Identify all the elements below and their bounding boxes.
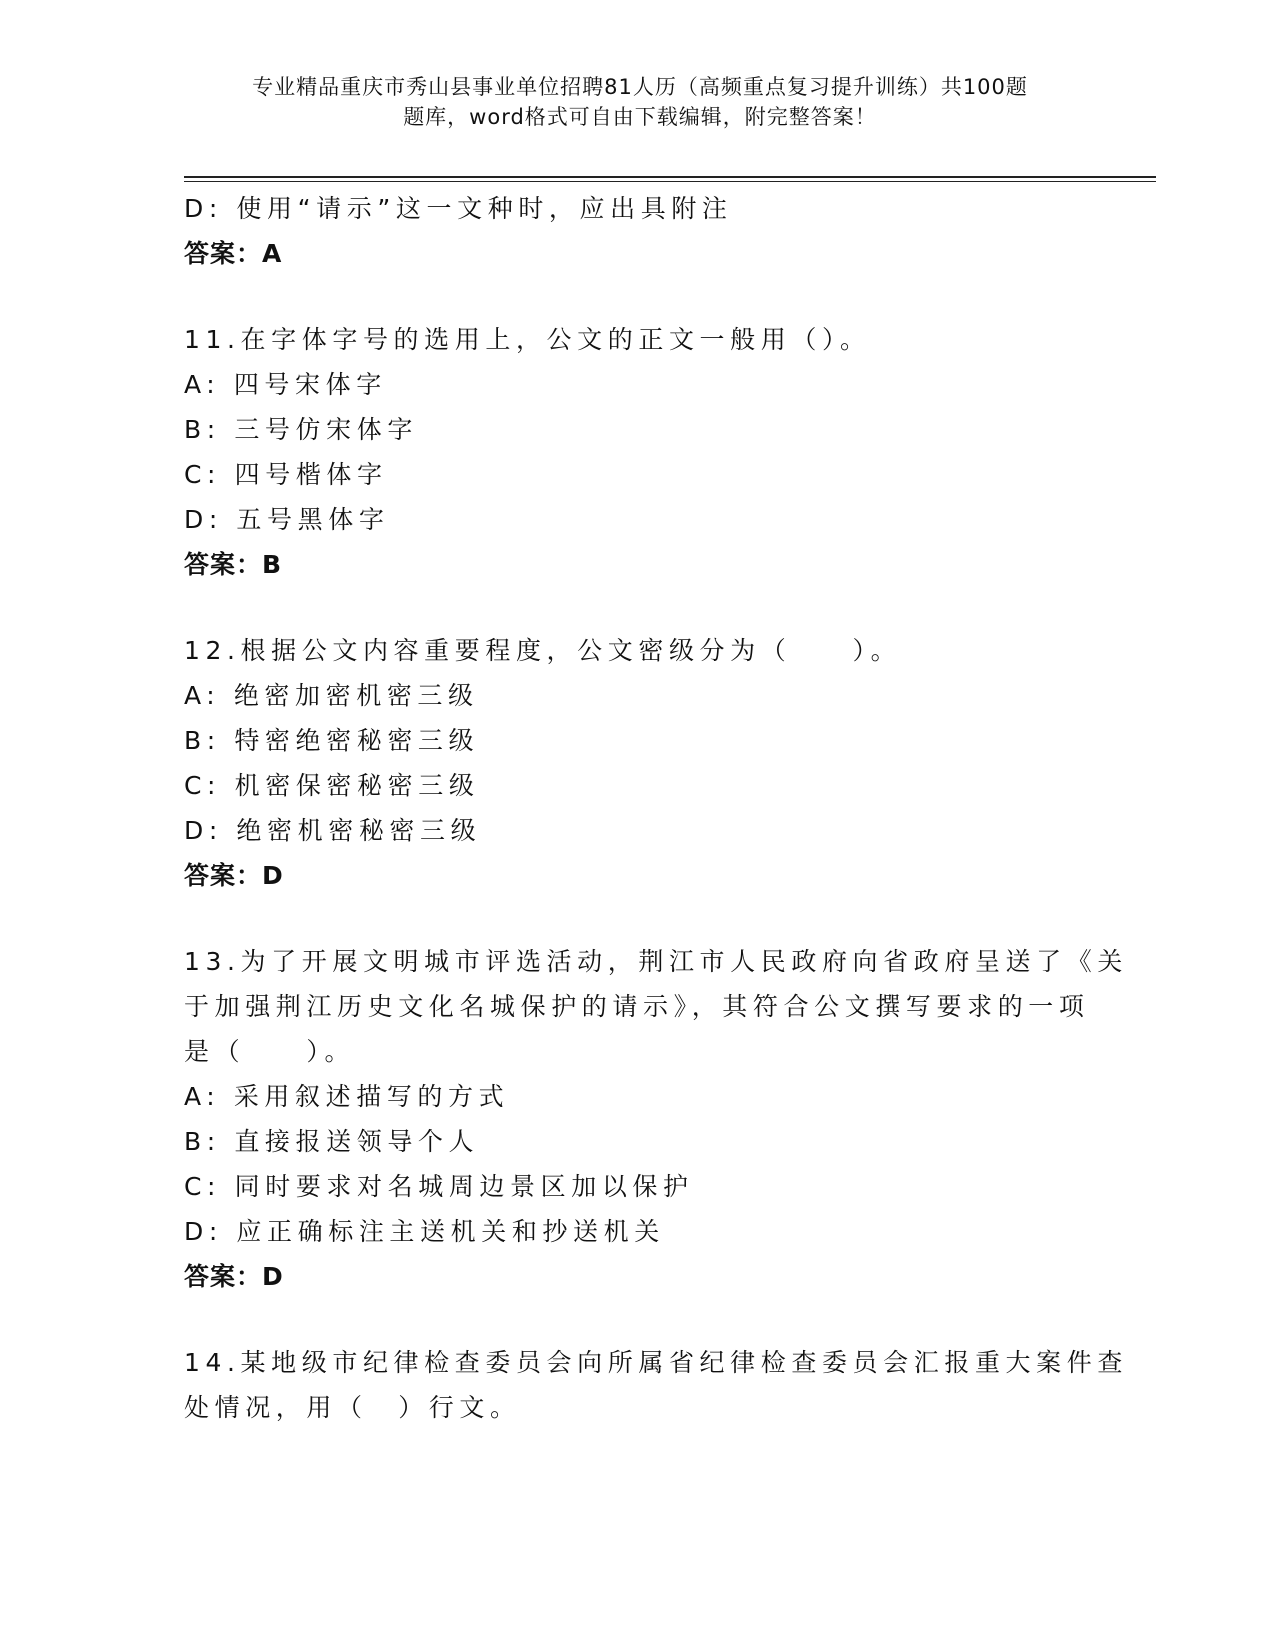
question-content xyxy=(184,186,1128,1430)
document-header xyxy=(180,72,1100,132)
option-a: A: 四号宋体字 xyxy=(184,370,387,399)
option-d: D: 使用“请示”这一文种时，应出具附注 xyxy=(184,194,733,223)
header-divider-thick xyxy=(184,176,1156,178)
option-c: C: 四号楷体字 xyxy=(184,460,388,489)
option-d: D: 应正确标注主送机关和抄送机关 xyxy=(184,1217,665,1246)
question-stem-line-3: 是（ ）。 xyxy=(184,1037,356,1066)
header-title-line-2: 题库，word格式可自由下载编辑，附完整答案！ xyxy=(403,105,877,129)
option-c: C: 机密保密秘密三级 xyxy=(184,771,480,800)
question-13 xyxy=(184,939,1128,1299)
answer-line: 答案：A xyxy=(184,239,283,268)
spacer xyxy=(184,276,1084,317)
question-stem: 11.在字体字号的选用上，公文的正文一般用（）。 xyxy=(184,325,871,354)
spacer xyxy=(184,1299,1084,1340)
option-d: D: 五号黑体字 xyxy=(184,505,390,534)
previous-question-tail xyxy=(184,186,1084,276)
spacer xyxy=(184,587,1084,628)
option-c: C: 同时要求对名城周边景区加以保护 xyxy=(184,1172,694,1201)
question-11 xyxy=(184,317,1084,587)
question-14 xyxy=(184,1340,1128,1430)
option-b: B: 特密绝密秘密三级 xyxy=(184,726,480,755)
header-divider-thin xyxy=(184,181,1156,182)
option-b: B: 直接报送领导个人 xyxy=(184,1127,480,1156)
option-a: A: 绝密加密机密三级 xyxy=(184,681,479,710)
answer-line: 答案：B xyxy=(184,550,283,579)
question-stem-line-1: 13.为了开展文明城市评选活动，荆江市人民政府向省政府呈送了《关 xyxy=(184,947,1128,976)
answer-line: 答案：D xyxy=(184,861,284,890)
question-stem-line-2: 于加强荆江历史文化名城保护的请示》，其符合公文撰写要求的一项 xyxy=(184,992,1090,1021)
question-stem-line-2: 处情况，用（ ）行文。 xyxy=(184,1393,521,1422)
option-d: D: 绝密机密秘密三级 xyxy=(184,816,482,845)
option-b: B: 三号仿宋体字 xyxy=(184,415,418,444)
question-stem-line-1: 14.某地级市纪律检查委员会向所属省纪律检查委员会汇报重大案件查 xyxy=(184,1348,1128,1377)
question-stem: 12.根据公文内容重要程度，公文密级分为（ ）。 xyxy=(184,636,902,665)
answer-line: 答案：D xyxy=(184,1262,284,1291)
option-a: A: 采用叙述描写的方式 xyxy=(184,1082,510,1111)
spacer xyxy=(184,898,1084,939)
question-12 xyxy=(184,628,1084,898)
header-title-line-1: 专业精品重庆市秀山县事业单位招聘81人历（高频重点复习提升训练）共100题 xyxy=(252,75,1028,99)
